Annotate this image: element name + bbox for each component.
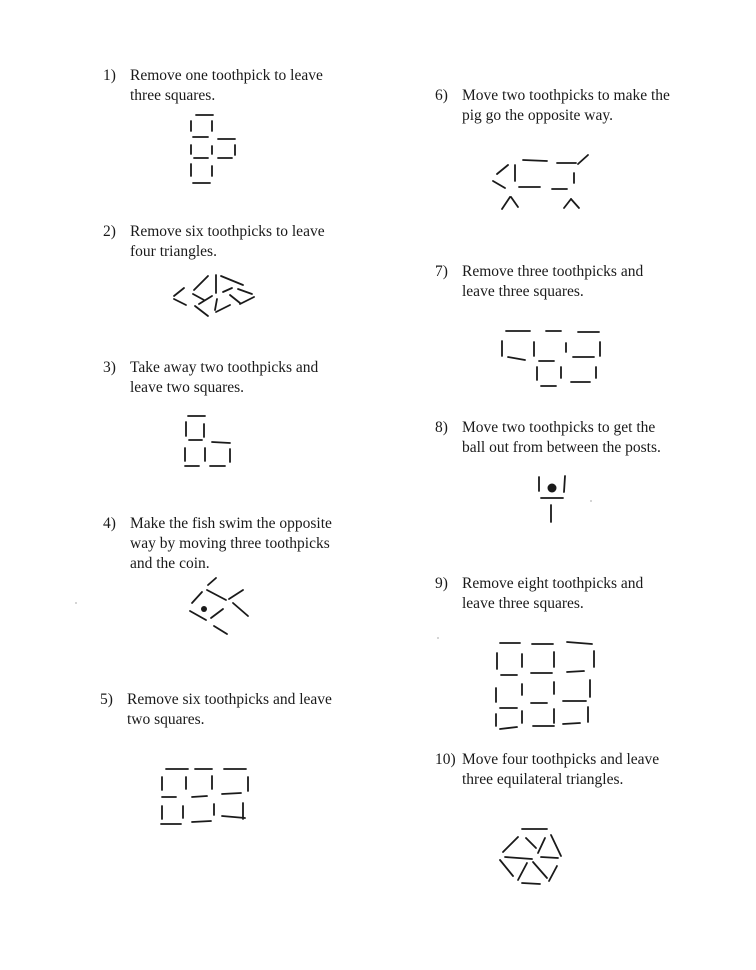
puzzle-text-line: three equilateral triangles. — [462, 771, 624, 788]
puzzle-text-line: Move four toothpicks and leave — [462, 751, 660, 768]
toothpick — [538, 838, 545, 853]
toothpick — [195, 306, 208, 316]
toothpick — [549, 866, 557, 881]
toothpick — [500, 727, 517, 729]
toothpick — [578, 155, 588, 164]
toothpick — [567, 671, 584, 672]
puzzle-number: 7) — [435, 263, 448, 280]
puzzle-text-line: leave two squares. — [130, 379, 245, 396]
toothpick — [199, 296, 212, 304]
puzzle-text-line: Remove three toothpicks and — [462, 263, 644, 280]
coin-dot — [548, 484, 557, 493]
toothpick — [174, 288, 184, 296]
toothpick-figure-9 — [496, 642, 594, 729]
toothpick — [222, 793, 241, 794]
toothpick-figure-8 — [539, 476, 565, 522]
toothpick — [216, 305, 230, 312]
toothpick — [192, 592, 202, 603]
toothpick — [208, 578, 216, 585]
toothpick — [541, 857, 558, 858]
toothpick — [493, 181, 505, 188]
puzzle-number: 9) — [435, 575, 448, 592]
toothpick — [174, 299, 186, 305]
puzzle-number: 10) — [435, 751, 456, 768]
toothpick — [502, 197, 510, 209]
puzzle-text-line: ball out from between the posts. — [462, 439, 661, 456]
puzzle-number: 4) — [103, 515, 116, 532]
toothpick-figure-10 — [500, 829, 561, 884]
toothpick — [190, 611, 206, 620]
toothpick — [567, 642, 592, 644]
toothpick — [511, 197, 518, 207]
puzzle-number: 1) — [103, 67, 116, 84]
toothpick — [497, 165, 508, 174]
toothpick-figure-5 — [161, 769, 248, 824]
toothpick — [211, 609, 223, 618]
puzzle-text-line: leave three squares. — [462, 595, 584, 612]
scan-speck — [437, 637, 439, 639]
puzzle-text-line: way by moving three toothpicks — [130, 535, 330, 552]
puzzle-text-line: four triangles. — [130, 243, 217, 260]
toothpick — [240, 297, 254, 304]
toothpick — [503, 837, 518, 852]
puzzle-text-line: Remove six toothpicks and leave — [127, 691, 332, 708]
toothpick — [526, 838, 536, 848]
puzzle-text-line: three squares. — [130, 87, 216, 104]
puzzle-text-line: Remove six toothpicks to leave — [130, 223, 325, 240]
puzzle-number: 8) — [435, 419, 448, 436]
puzzle-text-line: Make the fish swim the opposite — [130, 515, 332, 532]
toothpick — [505, 857, 532, 859]
puzzle-text-line: leave three squares. — [462, 283, 584, 300]
toothpick — [222, 816, 245, 818]
scan-speck — [75, 602, 77, 604]
toothpick — [551, 835, 561, 856]
puzzle-number: 6) — [435, 87, 448, 104]
toothpick — [522, 883, 540, 884]
toothpick — [223, 288, 232, 292]
puzzle-text-line: Remove one toothpick to leave — [130, 67, 323, 84]
toothpick — [221, 276, 243, 285]
toothpick — [229, 590, 243, 599]
puzzle-text-line: two squares. — [127, 711, 205, 728]
puzzle-text-line: Move two toothpicks to make the — [462, 87, 670, 104]
coin-dot — [201, 606, 207, 612]
toothpick — [523, 160, 547, 161]
toothpick — [500, 860, 513, 876]
toothpick — [563, 723, 580, 724]
puzzle-number: 5) — [100, 691, 113, 708]
toothpick — [564, 476, 565, 492]
puzzle-text-line: pig go the opposite way. — [462, 107, 613, 124]
toothpick — [238, 289, 252, 294]
toothpick-figure-6 — [493, 155, 588, 209]
toothpick — [194, 276, 208, 290]
toothpick-figure-3 — [185, 416, 230, 466]
toothpick — [214, 626, 227, 634]
toothpick — [192, 796, 207, 797]
toothpick — [233, 603, 248, 616]
toothpick — [564, 199, 571, 208]
puzzle-text-line: Move two toothpicks to get the — [462, 419, 656, 436]
puzzle-text-line: and the coin. — [130, 555, 210, 572]
toothpick-figure-4 — [190, 578, 248, 634]
toothpick — [533, 862, 547, 878]
puzzle-text-line: Remove eight toothpicks and — [462, 575, 644, 592]
toothpick — [508, 357, 525, 360]
toothpick-figure-7 — [502, 331, 600, 386]
toothpick-figure-1 — [191, 115, 235, 183]
puzzle-number: 3) — [103, 359, 116, 376]
toothpick — [518, 863, 527, 880]
puzzle-number: 2) — [103, 223, 116, 240]
toothpick — [230, 295, 240, 303]
toothpick — [571, 199, 579, 208]
scan-speck — [590, 500, 592, 502]
toothpick — [215, 299, 217, 310]
toothpick — [193, 294, 204, 300]
toothpick — [192, 821, 211, 822]
toothpick — [207, 590, 226, 600]
toothpick — [212, 442, 230, 443]
toothpick-figure-2 — [174, 275, 254, 316]
puzzle-text-line: Take away two toothpicks and — [130, 359, 319, 376]
